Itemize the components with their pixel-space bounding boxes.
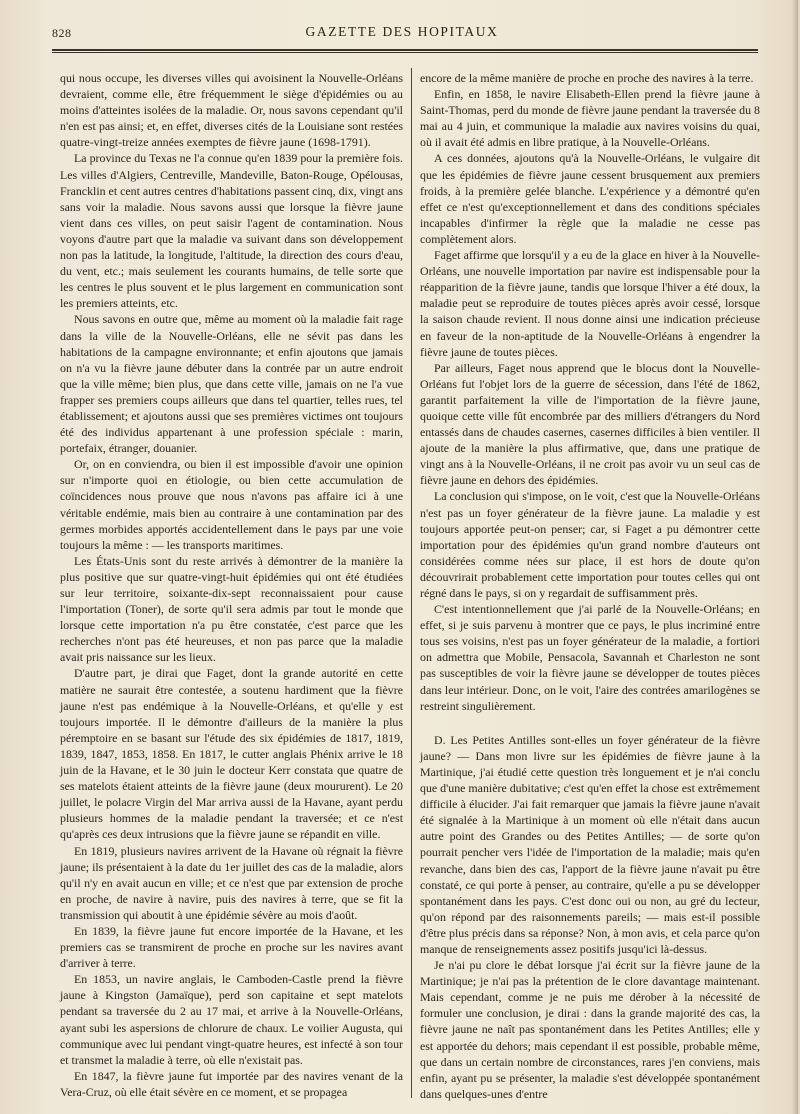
page-number: 828 (52, 26, 72, 40)
page-header (52, 22, 752, 44)
paragraph: encore de la même manière de proche en proche des navires à la terre. (420, 71, 754, 85)
paragraph: En 1847, la fièvre jaune fut importée par des navires venant de la Vera-Cruz, où elle était sévère en ce moment, et se propagea (60, 1068, 403, 1099)
paragraph: Or, on en conviendra, ou bien il est impossible d'avoir une opinion sur n'importe quoi en étiologie, ou bien cette accumulation de coïncidences nous prouve que nous n'avons pas affaire ici à une véritable endémie, mais bien au contraire à une contamination par des germes morbides apportés accidentellement dans le pays par une voie toujours la même : — les transports maritimes. (60, 457, 403, 552)
paragraph: Enfin, en 1858, le navire Elisabeth-Ellen prend la fièvre jaune à Saint-Thomas, perd du monde de fièvre jaune pendant la traversée du 8 mai au 4 juin, et communique la maladie aux navires voisins du quai, où il avait été admis en libre pratique, à la Nouvelle-Orléans. (420, 87, 760, 150)
paragraph: qui nous occupe, les diverses villes qui avoisinent la Nouvelle-Orléans devraient, comme elle, être fréquemment le siège d'épidémies ou au moins d'atteintes isolées de la maladie. Or, nous savons cependant qu'il n'en est pas ainsi; et, en effet, diverses cités de la Louisiane sont restées quatre-vingt-treize années exemptes de fièvre jaune (1698-1791). (60, 71, 403, 150)
column-divider (411, 68, 412, 1098)
page-edge-shadow (792, 0, 798, 1114)
journal-title: GAZETTE DES HOPITAUX (305, 24, 499, 39)
paragraph: D'autre part, je dirai que Faget, dont la grande autorité en cette matière ne saurait être contestée, a soutenu hardiment que la fièvre jaune n'est pas endémique à la Nouvelle-Orléans, et qu'elle y est toujours importée. Il le démontre d'ailleurs de la manière la plus péremptoire en se basant sur l'étude des six épidémies de 1817, 1819, 1839, 1847, 1853, 1858. En 1817, le cutter anglais Phénix arrive le 18 juin de la Havane, et le 30 juin le docteur Kerr constata que quatre de ses matelots étaient atteints de la fièvre jaune (deux moururent). Le 20 juillet, le polacre Virgin del Mar arriva aussi de la Havane, ayant perdu plusieurs hommes de la maladie pendant la traversée; et ce n'est qu'après ces deux intrusions que la fièvre jaune se répandit en ville. (60, 666, 403, 842)
paragraph: Les États-Unis sont du reste arrivés à démontrer de la manière la plus positive que sur quatre-vingt-huit épidémies qui ont été étudiées sur leur territoire, soixante-dix-sept reconnaissaient pour cause l'importation (Toner), de sorte qu'il sera admis par tout le monde que lorsque cette importation n'a pu être constatée, c'est parce que les recherches n'ont pas été heureuses, et non pas parce que la maladie avait pris naissance sur les lieux. (60, 553, 403, 665)
paragraph: La province du Texas ne l'a connue qu'en 1839 pour la première fois. Les villes d'Algiers, Centreville, Mandeville, Baton-Rouge, Opélousas, Francklin et cent autres centres d'habitations passent cinq, dix, vingt ans sans voir la maladie. Nous savons aussi que lorsque la fièvre jaune vient dans ces villes, on peut saisir l'agent de contamination. Nous voyons d'autre part que la maladie va suivant dans son développement non pas la latitude, la longitude, l'altitude, la direction des cours d'eau, du vent, etc.; mais seulement les courants humains, de telle sorte que les centres le plus souvent et le plus largement en communication sont les premiers atteints, etc. (60, 151, 403, 311)
header-rule-thin (52, 52, 758, 53)
header-rule-thick (52, 49, 758, 51)
section-d-paragraph: D. Les Petites Antilles sont-elles un foyer générateur de la fièvre jaune? — Dans mon livre sur les épidémies de fièvre jaune à la Martinique, j'ai étudié cette question très longuement et je n'ai conclu que d'une manière dubitative; c'est qu'en effet la chose est extrêmement difficile à élucider. J'ai fait remarquer que jamais la fièvre jaune n'avait été signalée à la Martinique à un moment où elle n'était dans aucun autre point des Grandes ou des Petites Antilles; — de sorte qu'on pourrait pencher vers l'idée de l'importation de la maladie; mais qu'en revanche, dans bien des cas, l'apport de la fièvre jaune n'avait pu être constaté, ce qui porte à penser, au contraire, qu'elle a pu se développer spontanément dans les pays. C'est donc oui ou non, au gré du lecteur, qu'on répond par des raisonnements pareils; — mais est-il possible d'être plus précis dans sa réponse? Non, à mon avis, et cela parce qu'on manque de renseignements assez positifs jusqu'ici là-dessus. (420, 732, 760, 956)
left-column (60, 70, 403, 1100)
paragraph: Faget affirme que lorsqu'il y a eu de la glace en hiver à la Nouvelle-Orléans, une nouvelle importation par navire est indispensable pour la réapparition de la fièvre jaune, tandis que lorsque l'hiver a été doux, la maladie peut se reproduire de toutes pièces après avoir cessé, lorsque la saison chaude revient. Il nous donne ainsi une indication précieuse en faveur de la non-aptitude de la Nouvelle-Orléans à engendrer la fièvre jaune de toutes pièces. (420, 248, 760, 359)
paragraph: A ces données, ajoutons qu'à la Nouvelle-Orléans, le vulgaire dit que les épidémies de fièvre jaune cessent brusquement aux premiers froids, à la première gelée blanche. L'expérience y a démontré qu'en effet ce n'est qu'exceptionnellement et dans des conditions spéciales incapables d'infirmer la règle que la maladie ne cesse pas complètement alors. (420, 151, 760, 246)
paragraph: Nous savons en outre que, même au moment où la maladie fait rage dans la ville de la Nouvelle-Orléans, elle ne sévit pas dans les habitations de la campagne environnante; et enfin ajoutons que jamais on n'a vu la fièvre jaune débuter dans la contrée par un autre endroit que la ville même; bien plus, que dans cette ville, jamais on ne l'a vue frapper ses premiers coups ailleurs que dans tel quartier, telles rues, tel établissement; et ajoutons aussi que ses premières victimes ont toujours été des individus appartenant à une profession spéciale : marin, portefaix, étranger, douanier. (60, 312, 403, 456)
paragraph: Je n'ai pu clore le débat lorsque j'ai écrit sur la fièvre jaune de la Martinique; je n'ai pas la prétention de le clore davantage maintenant. Mais cependant, comme je ne puis me dérober à la nécessité de formuler une conclusion, je dirai : dans la grande majorité des cas, la fièvre jaune ne naît pas spontanément dans les Petites Antilles; elle y est apportée du dehors; mais cependant il est possible, probable même, que dans un certain nombre de circonstances, rares j'en conviens, mais enfin, ayant pu se présenter, la maladie s'est développée spontanément dans quelques-unes d'entre (420, 958, 760, 1101)
paragraph: C'est intentionnellement que j'ai parlé de la Nouvelle-Orléans; en effet, si je suis parvenu à montrer que ce pays, le plus incriminé entre tous ses voisins, n'est pas un foyer générateur de la maladie, a fortiori on admettra que Mobile, Pensacola, Savannah et Charleston ne sont pas susceptibles de voir la fièvre jaune se développer de toutes pièces dans leur intérieur. Donc, on le voit, l'aire des contrées amarilogènes se restreint singulièrement. (420, 602, 760, 713)
paragraph: Par ailleurs, Faget nous apprend que le blocus dont la Nouvelle-Orléans fut l'objet lors de la guerre de sécession, dans l'été de 1862, garantit parfaitement la ville de l'importation de la fièvre jaune, quoique cette ville fût encombrée par des milliers d'étrangers du Nord entassés dans de chaudes casernes, casernes difficiles à bien ventiler. Il ajoute de la manière la plus affirmative, que, dans une pratique de vingt ans à la Nouvelle-Orléans, il ne croit pas avoir vu un seul cas de fièvre jaune en dehors des épidémies. (420, 360, 760, 488)
right-column (420, 70, 760, 1102)
paragraph: En 1819, plusieurs navires arrivent de la Havane où régnait la fièvre jaune; ils présentaient à la date du 1er juillet des cas de la maladie, alors qu'il n'y en avait aucun en ville; et ce n'est que par extension de proche en proche, de navire à navire, puis des navires à terre, que se fit la transmission qui aboutit à une épidémie sévère au mois d'août. (60, 843, 403, 922)
paragraph: La conclusion qui s'impose, on le voit, c'est que la Nouvelle-Orléans n'est pas un foyer générateur de la fièvre jaune. La maladie y est toujours apportée peut-on penser; car, si Faget a pu démontrer cette importation pour des épidémies qu'un grand nombre d'auteurs ont considérées comme nées sur place, il est hors de doute qu'on découvrirait probablement cette importation pour toutes celles qui ont régné dans le pays, si on y regardait de suffisamment près. (420, 489, 760, 600)
paragraph: En 1839, la fièvre jaune fut encore importée de la Havane, et les premiers cas se transmirent de proche en proche sur les navires avant d'arriver à terre. (60, 923, 403, 971)
paragraph: En 1853, un navire anglais, le Camboden-Castle prend la fièvre jaune à Kingston (Jamaïque), perd son capitaine et sept matelots pendant sa traversée du 2 au 17 mai, et arrive à la Nouvelle-Orléans, ayant subi les aspersions de chlorure de chaux. Le voilier Augusta, qui communique avec lui pendant vingt-quatre heures, est infecté à son tour et transmet la maladie à terre, où elle n'existait pas. (60, 972, 403, 1067)
